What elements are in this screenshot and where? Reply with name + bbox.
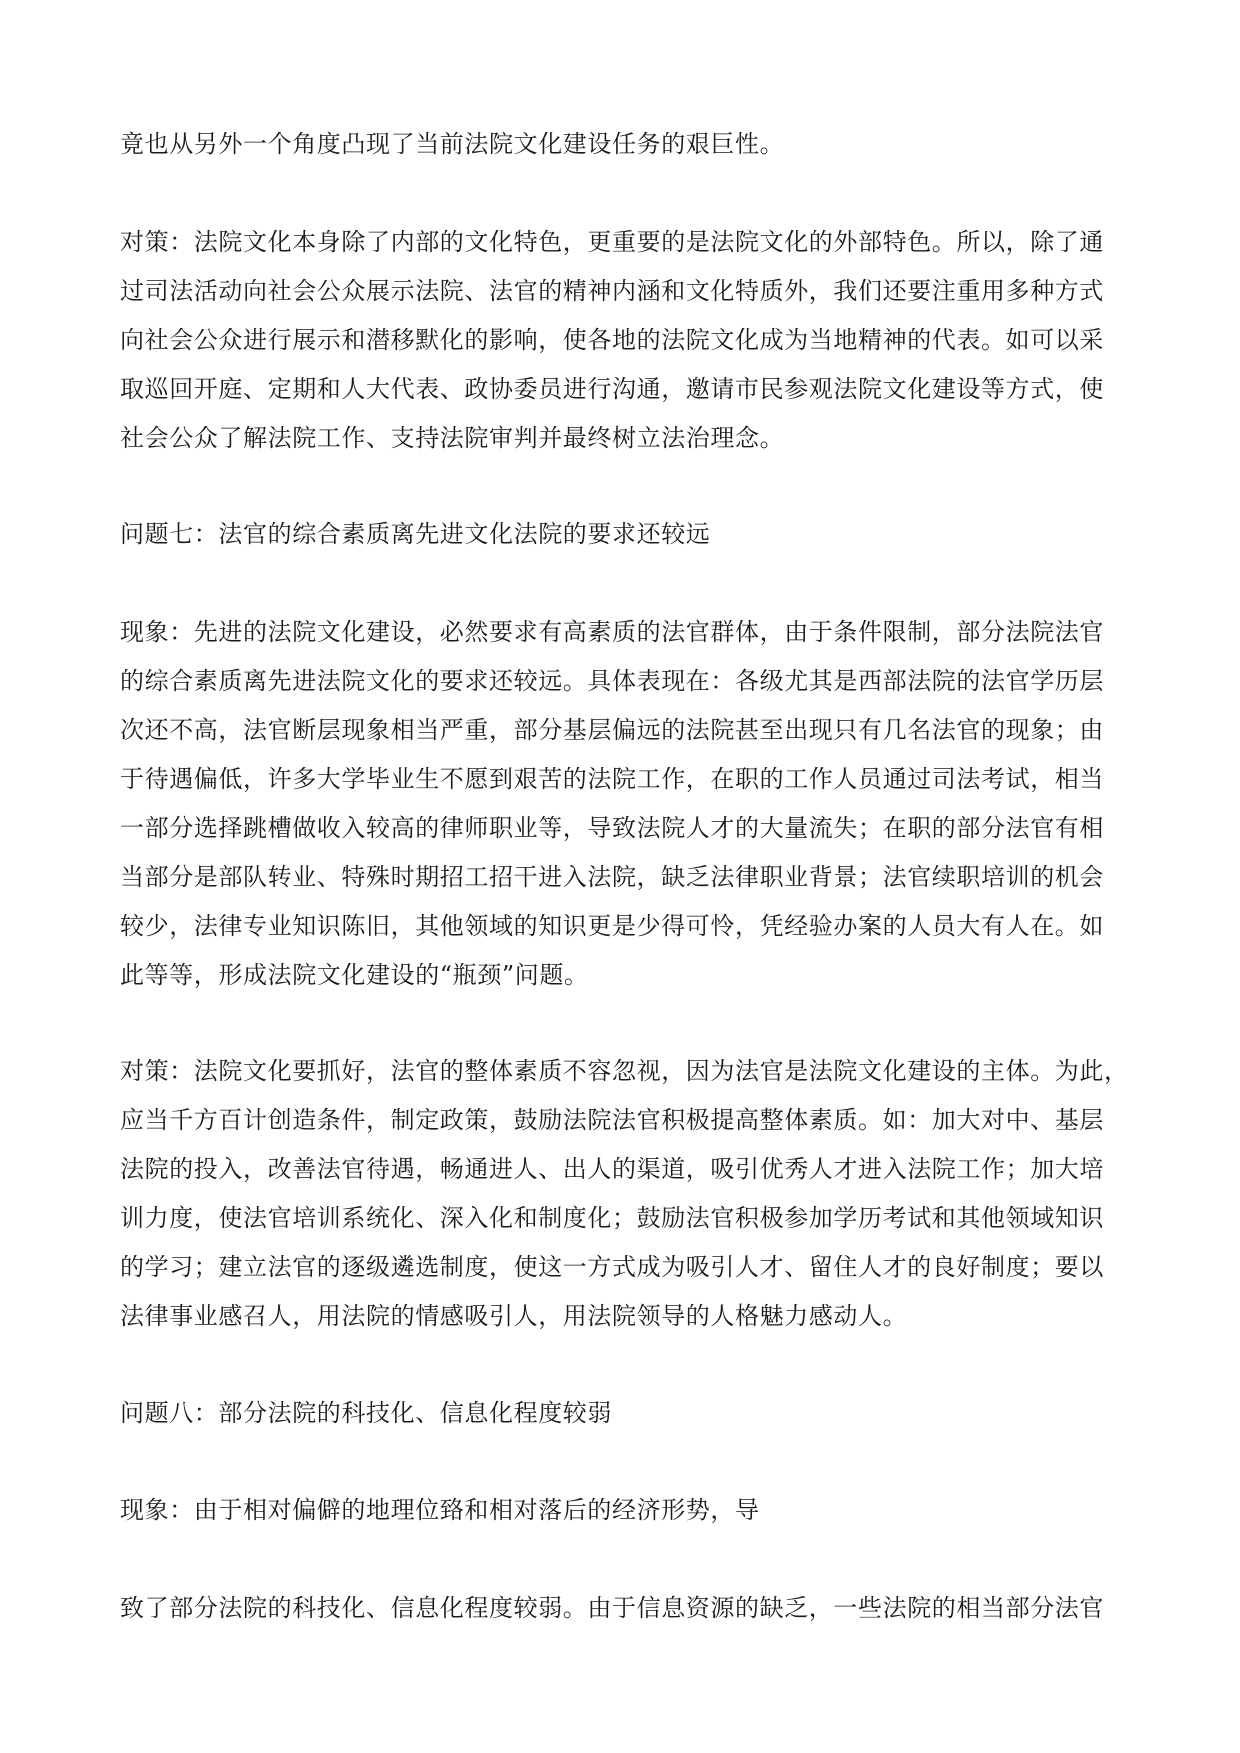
- text-line: 对策：法院文化本身除了内部的文化特色，更重要的是法院文化的外部特色。所以，除了通: [120, 228, 1104, 256]
- text-line: 向社会公众进行展示和潜移默化的影响，使各地的法院文化成为当地精神的代表。如可以采: [120, 326, 1104, 354]
- text-line: 竟也从另外一个角度凸现了当前法院文化建设任务的艰巨性。: [120, 130, 785, 158]
- paragraph-countermeasure-7: [120, 1047, 1129, 1341]
- text-line: 对策：法院文化要抓好，法官的整体素质不容忽视，因为法官是法院文化建设的主体。为此，: [120, 1057, 1129, 1085]
- paragraph-phenomenon-8: [120, 1486, 1120, 1535]
- text-line: 训力度，使法官培训系统化、深入化和制度化；鼓励法官积极参加学历考试和其他领域知识: [120, 1204, 1104, 1232]
- text-line: 应当千方百计创造条件，制定政策，鼓励法院法官积极提高整体素质。如：加大对中、基层: [120, 1106, 1104, 1134]
- heading-problem-7: [120, 510, 1120, 559]
- paragraph-intro-continuation: [120, 120, 1120, 169]
- text-line: 的综合素质离先进法院文化的要求还较远。具体表现在：各级尤其是西部法院的法官学历层: [120, 667, 1104, 695]
- text-line: 现象：由于相对偏僻的地理位臵和相对落后的经济形势，导: [120, 1496, 760, 1524]
- text-line: 的学习；建立法官的逐级遴选制度，使这一方式成为吸引人才、留住人才的良好制度；要以: [120, 1253, 1104, 1281]
- text-line: 法院的投入，改善法官待遇，畅通进人、出人的渠道，吸引优秀人才进入法院工作；加大培: [120, 1155, 1104, 1183]
- text-line: 致了部分法院的科技化、信息化程度较弱。由于信息资源的缺乏，一些法院的相当部分法官: [120, 1594, 1104, 1622]
- text-line: 取巡回开庭、定期和人大代表、政协委员进行沟通，邀请市民参观法院文化建设等方式，使: [120, 375, 1104, 403]
- text-line: 当部分是部队转业、特殊时期招工招干进入法院，缺乏法律职业背景；法官续职培训的机会: [120, 863, 1104, 891]
- text-line: 此等等，形成法院文化建设的“瓶颈”问题。: [120, 961, 589, 989]
- text-line: 问题八：部分法院的科技化、信息化程度较弱: [120, 1399, 612, 1427]
- text-line: 法律事业感召人，用法院的情感吸引人，用法院领导的人格魅力感动人。: [120, 1302, 908, 1330]
- paragraph-phenomenon-7: [120, 608, 1120, 1000]
- paragraph-countermeasure-6: [120, 218, 1120, 463]
- text-line: 问题七：法官的综合素质离先进文化法院的要求还较远: [120, 520, 711, 548]
- heading-problem-8: [120, 1389, 1120, 1438]
- text-line: 较少，法律专业知识陈旧，其他领域的知识更是少得可怜，凭经验办案的人员大有人在。如: [120, 912, 1104, 940]
- paragraph-phenomenon-8-continuation: [120, 1584, 1120, 1633]
- text-line: 过司法活动向社会公众展示法院、法官的精神内涵和文化特质外，我们还要注重用多种方式: [120, 277, 1104, 305]
- text-line: 次还不高，法官断层现象相当严重，部分基层偏远的法院甚至出现只有几名法官的现象；由: [120, 716, 1104, 744]
- text-line: 社会公众了解法院工作、支持法院审判并最终树立法治理念。: [120, 424, 785, 452]
- text-line: 一部分选择跳槽做收入较高的律师职业等，导致法院人才的大量流失；在职的部分法官有相: [120, 814, 1104, 842]
- text-line: 现象：先进的法院文化建设，必然要求有高素质的法官群体，由于条件限制，部分法院法官: [120, 618, 1104, 646]
- text-line: 于待遇偏低，许多大学毕业生不愿到艰苦的法院工作，在职的工作人员通过司法考试，相当: [120, 765, 1104, 793]
